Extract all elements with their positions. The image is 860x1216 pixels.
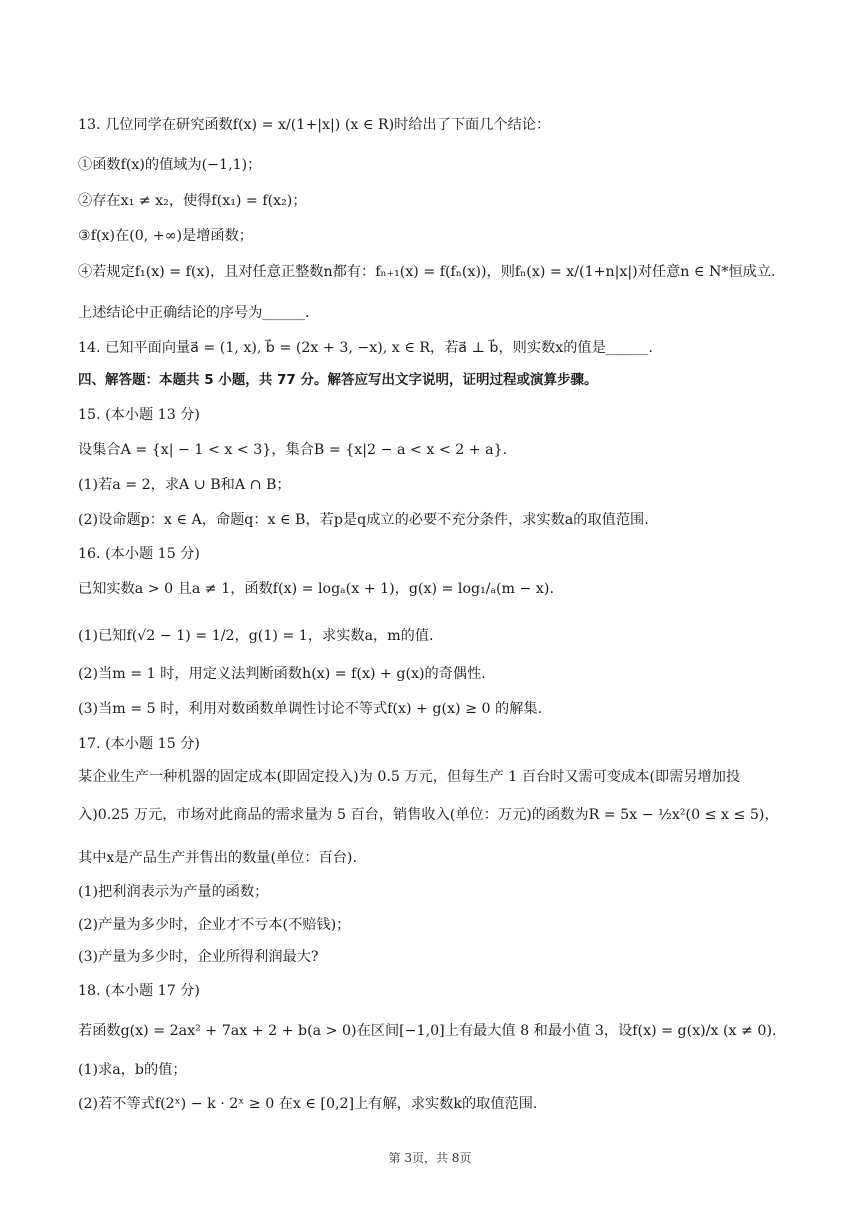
q16-stem: 已知实数a > 0 且a ≠ 1，函数f(x) = logₐ(x + 1)，g(x) = log₁/ₐ(m − x). <box>78 581 554 597</box>
q17-stem-line-3: 其中x是产品生产并售出的数量(单位：百台). <box>78 850 357 866</box>
q13-statement-3: ③f(x)在(0, +∞)是增函数； <box>78 228 253 244</box>
q13-statement-1: ①函数f(x)的值域为(−1,1)； <box>78 157 262 173</box>
q15-stem: 设集合A = {x| − 1 < x < 3}，集合B = {x|2 − a < x < 2 + a}. <box>78 442 508 458</box>
q13-statement-2: ②存在x₁ ≠ x₂，使得f(x₁) = f(x₂)； <box>78 193 307 209</box>
section-heading: 四、解答题：本题共 5 小题，共 77 分。解答应写出文字说明，证明过程或演算步骤。 <box>78 372 598 388</box>
q17-part-2: (2)产量为多少时，企业才不亏本(不赔钱)； <box>78 917 351 933</box>
q13-answer-prompt: 上述结论中正确结论的序号为______. <box>78 305 310 321</box>
q16-title: 16. (本小题 15 分) <box>78 546 200 562</box>
q18-title: 18. (本小题 17 分) <box>78 983 200 999</box>
q14-stem: 14. 已知平面向量a⃗ = (1, x), b⃗ = (2x + 3, −x), x ∈ R，若a⃗ ⊥ b⃗，则实数x的值是______. <box>78 340 653 356</box>
q17-part-3: (3)产量为多少时，企业所得利润最大? <box>78 949 319 965</box>
q17-stem-line-2: 入)0.25 万元，市场对此商品的需求量为 5 百台，销售收入(单位：万元)的函数为R = 5x − ½x²(0 ≤ x ≤ 5)， <box>78 807 779 823</box>
q16-part-1: (1)已知f(√2 − 1) = 1/2，g(1) = 1，求实数a，m的值. <box>78 628 434 644</box>
q18-part-1: (1)求a，b的值； <box>78 1062 187 1078</box>
page-footer: 第 3页，共 8页 <box>388 1151 472 1165</box>
q17-part-1: (1)把利润表示为产量的函数； <box>78 884 269 900</box>
q15-part-2: (2)设命题p：x ∈ A，命题q：x ∈ B，若p是q成立的必要不充分条件，求实数a的取值范围. <box>78 512 649 528</box>
q13-statement-4: ④若规定f₁(x) = f(x)，且对任意正整数n都有：fₙ₊₁(x) = f(fₙ(x))，则fₙ(x) = x/(1+n|x|)对任意n ∈ N*恒成立. <box>78 264 776 280</box>
q15-part-1: (1)若a = 2，求A ∪ B和A ∩ B； <box>78 477 291 493</box>
q18-part-2: (2)若不等式f(2ˣ) − k · 2ˣ ≥ 0 在x ∈ [0,2]上有解，求实数k的取值范围. <box>78 1096 538 1112</box>
q17-title: 17. (本小题 15 分) <box>78 736 200 752</box>
q17-stem-line-1: 某企业生产一种机器的固定成本(即固定投入)为 0.5 万元，但每生产 1 百台时又需可变成本(即需另增加投 <box>78 769 741 785</box>
q18-stem: 若函数g(x) = 2ax² + 7ax + 2 + b(a > 0)在区间[−1,0]上有最大值 8 和最小值 3，设f(x) = g(x)/x (x ≠ 0). <box>78 1023 777 1039</box>
q16-part-3: (3)当m = 5 时，利用对数函数单调性讨论不等式f(x) + g(x) ≥ 0 的解集. <box>78 701 543 717</box>
q13-stem: 13. 几位同学在研究函数f(x) = x/(1+|x|) (x ∈ R)时给出了下面几个结论： <box>78 117 551 133</box>
q16-part-2: (2)当m = 1 时，用定义法判断函数h(x) = f(x) + g(x)的奇偶性. <box>78 666 486 682</box>
q15-title: 15. (本小题 13 分) <box>78 407 200 423</box>
